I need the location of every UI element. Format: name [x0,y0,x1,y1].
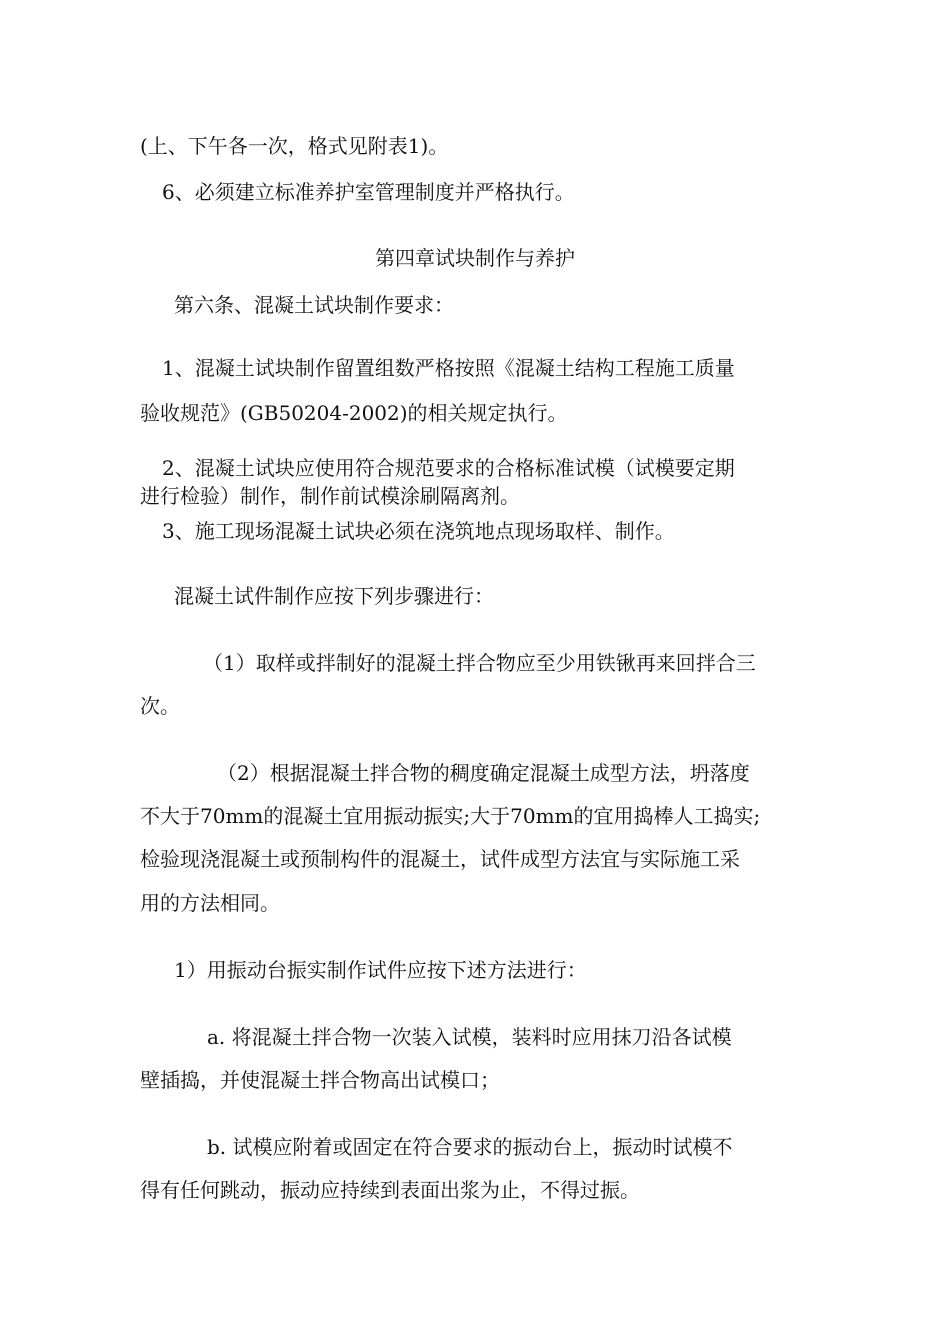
text-line-item-1-cont: 验收规范》(GB50204-2002)的相关规定执行。 [140,401,568,425]
method-1-heading: 1）用振动台振实制作试件应按下述方法进行： [174,958,587,982]
steps-intro: 混凝土试件制作应按下列步骤进行： [174,584,494,608]
method-1-b: b. 试模应附着或固定在符合要求的振动台上，振动时试模不 [207,1135,733,1159]
text-line-item-3: 3、施工现场混凝土试块必须在浇筑地点现场取样、制作。 [162,519,675,543]
text-line-item-6: 6、必须建立标准养护室管理制度并严格执行。 [162,180,575,204]
step-2-line: （2）根据混凝土拌合物的稠度确定混凝土成型方法，坍落度 [217,761,750,785]
step-2-cont-3: 用的方法相同。 [140,891,280,915]
text-line-item-1: 1、混凝土试块制作留置组数严格按照《混凝土结构工程施工质量 [162,356,735,380]
chapter-heading: 第四章试块制作与养护 [375,246,575,270]
article-heading: 第六条、混凝土试块制作要求： [174,293,454,317]
step-2-cont-1: 不大于70mm的混凝土宜用振动振实;大于70mm的宜用捣棒人工捣实; [140,804,761,828]
method-1-a-cont: 壁插捣，并使混凝土拌合物高出试模口； [140,1068,500,1092]
method-1-a: a. 将混凝土拌合物一次装入试模，装料时应用抹刀沿各试模 [207,1025,732,1049]
text-line-item-2: 2、混凝土试块应使用符合规范要求的合格标准试模（试模要定期 [162,456,735,480]
step-1-cont: 次。 [140,694,180,718]
method-1-b-cont: 得有任何跳动，振动应持续到表面出浆为止，不得过振。 [140,1178,640,1202]
text-line-item-2-cont: 进行检验）制作，制作前试模涂刷隔离剂。 [140,484,520,508]
text-line-continuation: (上、下午各一次，格式见附表1)。 [140,134,449,158]
step-1-line: （1）取样或拌制好的混凝土拌合物应至少用铁锹再来回拌合三 [203,651,756,675]
step-2-cont-2: 检验现浇混凝土或预制构件的混凝土，试件成型方法宜与实际施工采 [140,847,740,871]
